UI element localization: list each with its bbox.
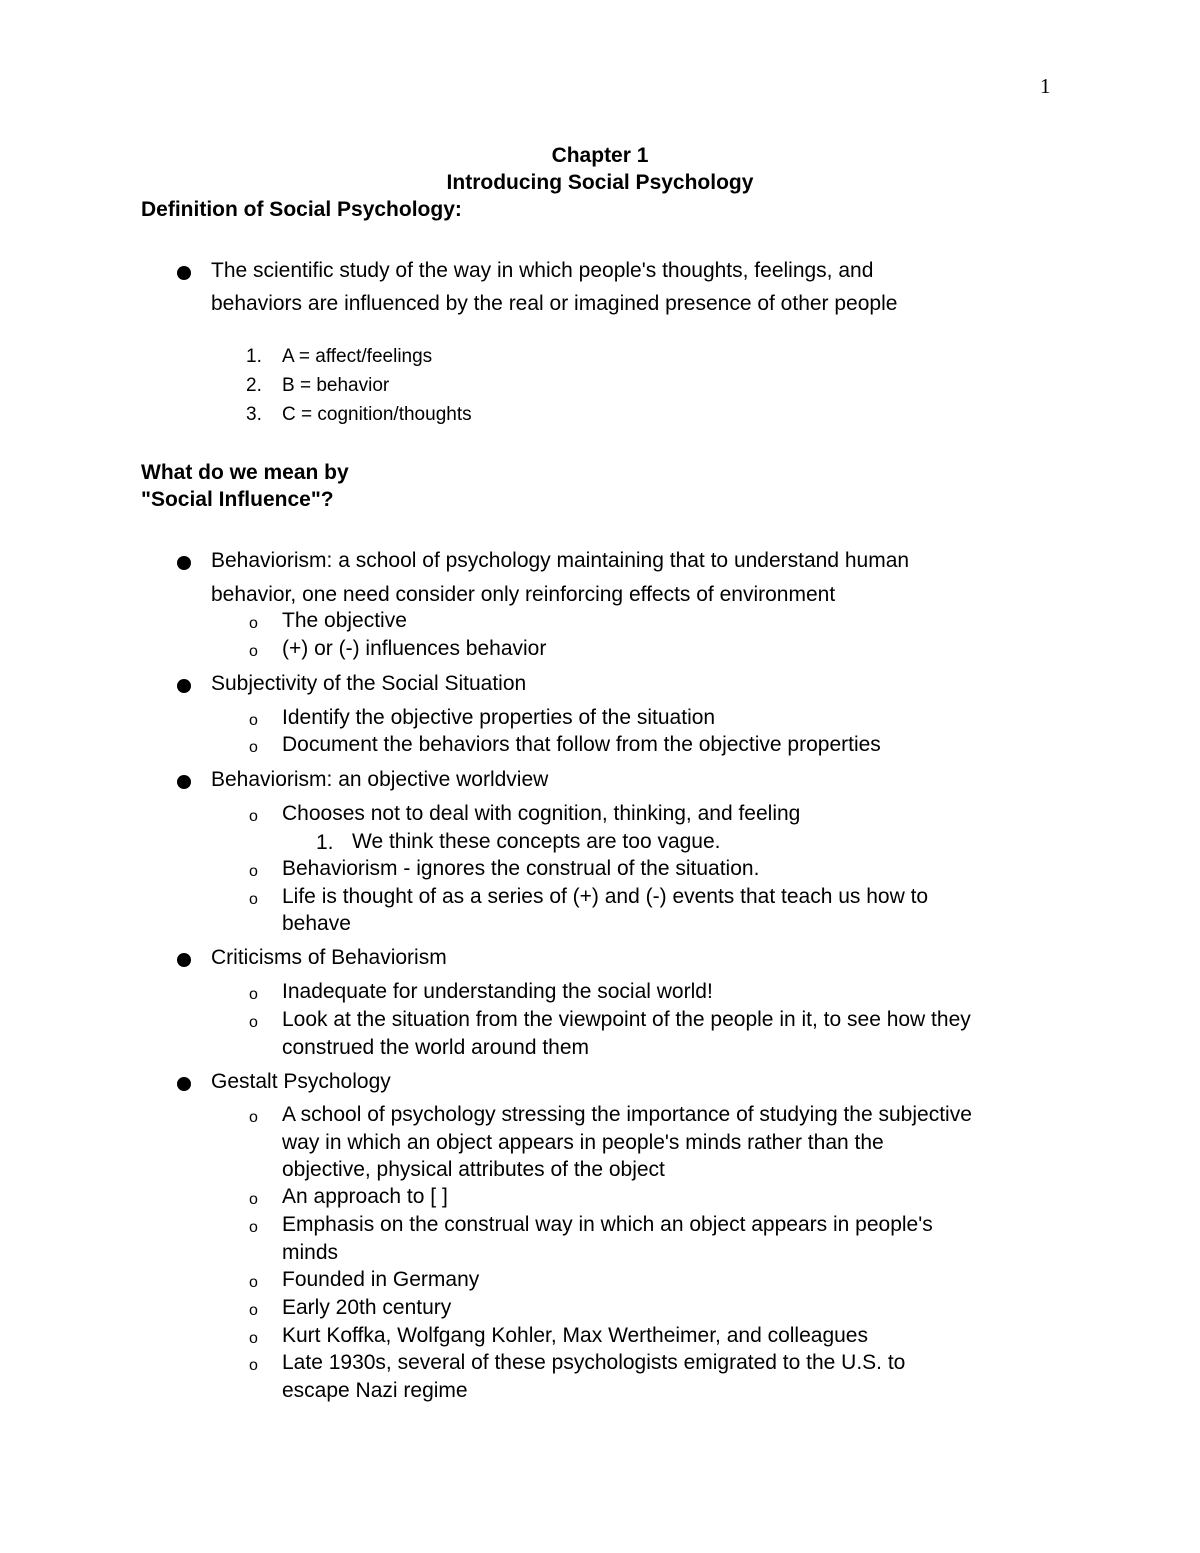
sub-item-line-2: construed the world around them	[282, 1036, 590, 1059]
bullet-icon	[175, 951, 193, 969]
sub-item: Behaviorism - ignores the construal of the situation.	[282, 857, 760, 880]
sub-item: Inadequate for understanding the social world!	[282, 980, 713, 1003]
chapter-title: Introducing Social Psychology	[446, 171, 754, 194]
sub-item-line-2: way in which an object appears in people's minds rather than the	[282, 1131, 884, 1154]
subjectivity-heading: Subjectivity of the Social Situation	[211, 672, 527, 695]
sub-item: (+) or (-) influences behavior	[282, 637, 547, 660]
sub-item-line-1: Life is thought of as a series of (+) and (-) events that teach us how to	[282, 885, 929, 908]
sub-item-line-3: objective, physical attributes of the object	[282, 1158, 665, 1181]
sub-item-line-1: Emphasis on the construal way in which an object appears in people's	[282, 1213, 933, 1236]
sub-item-line-1: A school of psychology stressing the importance of studying the subjective	[282, 1103, 972, 1126]
definition-heading: Definition of Social Psychology:	[141, 198, 462, 221]
sub-bullet-icon: o	[249, 712, 258, 729]
sub-item: Kurt Koffka, Wolfgang Kohler, Max Wertheimer, and colleagues	[282, 1324, 868, 1347]
definition-text-line-1: The scientific study of the way in which people's thoughts, feelings, and	[211, 259, 874, 282]
sub-bullet-icon: o	[249, 1357, 258, 1374]
sub-bullet-icon: o	[249, 615, 258, 632]
list-marker: 3.	[246, 404, 262, 425]
sub-bullet-icon: o	[249, 808, 258, 825]
list-marker: 2.	[246, 375, 262, 396]
objective-worldview-heading: Behaviorism: an objective worldview	[211, 768, 549, 791]
sub-item-line-2: escape Nazi regime	[282, 1379, 468, 1402]
sub-item: Identify the objective properties of the situation	[282, 706, 716, 729]
sub-bullet-icon: o	[249, 1014, 258, 1031]
page-number: 1	[1040, 74, 1051, 98]
sub-bullet-icon: o	[249, 986, 258, 1003]
sub-item: Early 20th century	[282, 1296, 452, 1319]
social-influence-heading-line-1: What do we mean by	[141, 461, 349, 484]
social-influence-heading-line-2: "Social Influence"?	[141, 488, 334, 511]
sub-bullet-icon: o	[249, 739, 258, 756]
chapter-label: Chapter 1	[551, 144, 649, 167]
sub-bullet-icon: o	[249, 1302, 258, 1319]
bullet-icon	[175, 677, 193, 695]
sub-item-line-1: Late 1930s, several of these psychologists emigrated to the U.S. to	[282, 1351, 906, 1374]
bullet-icon	[175, 264, 193, 282]
behaviorism-definition-line-1: Behaviorism: a school of psychology maintaining that to understand human	[211, 549, 910, 572]
sub-item-line-1: Look at the situation from the viewpoint of the people in it, to see how they	[282, 1008, 971, 1031]
definition-text-line-2: behaviors are influenced by the real or imagined presence of other people	[211, 292, 898, 315]
sub-item: The objective	[282, 609, 407, 632]
bullet-icon	[175, 554, 193, 572]
list-item-cognition: C = cognition/thoughts	[282, 404, 472, 425]
sub-bullet-icon: o	[249, 643, 258, 660]
gestalt-heading: Gestalt Psychology	[211, 1070, 391, 1093]
sub-bullet-icon: o	[249, 1330, 258, 1347]
bullet-icon	[175, 1075, 193, 1093]
criticisms-heading: Criticisms of Behaviorism	[211, 946, 447, 969]
list-item-affect: A = affect/feelings	[282, 346, 433, 367]
sub-bullet-icon: o	[249, 863, 258, 880]
sub-bullet-icon: o	[249, 891, 258, 908]
sub-item-line-2: minds	[282, 1241, 339, 1264]
sub-item: Founded in Germany	[282, 1268, 480, 1291]
list-item-behavior: B = behavior	[282, 375, 390, 396]
sub-bullet-icon: o	[249, 1109, 258, 1126]
sub-bullet-icon: o	[249, 1219, 258, 1236]
sub-bullet-icon: o	[249, 1274, 258, 1291]
sub-item: An approach to [ ]	[282, 1185, 448, 1208]
sub-item: Document the behaviors that follow from the objective properties	[282, 733, 881, 756]
list-marker: 1.	[246, 346, 262, 367]
sub-item: Chooses not to deal with cognition, thinking, and feeling	[282, 802, 801, 825]
nested-list-marker: 1.	[316, 831, 334, 854]
sub-bullet-icon: o	[249, 1191, 258, 1208]
bullet-icon	[175, 773, 193, 791]
sub-item-line-2: behave	[282, 912, 351, 935]
nested-item: We think these concepts are too vague.	[352, 830, 721, 853]
behaviorism-definition-line-2: behavior, one need consider only reinforcing effects of environment	[211, 583, 836, 606]
